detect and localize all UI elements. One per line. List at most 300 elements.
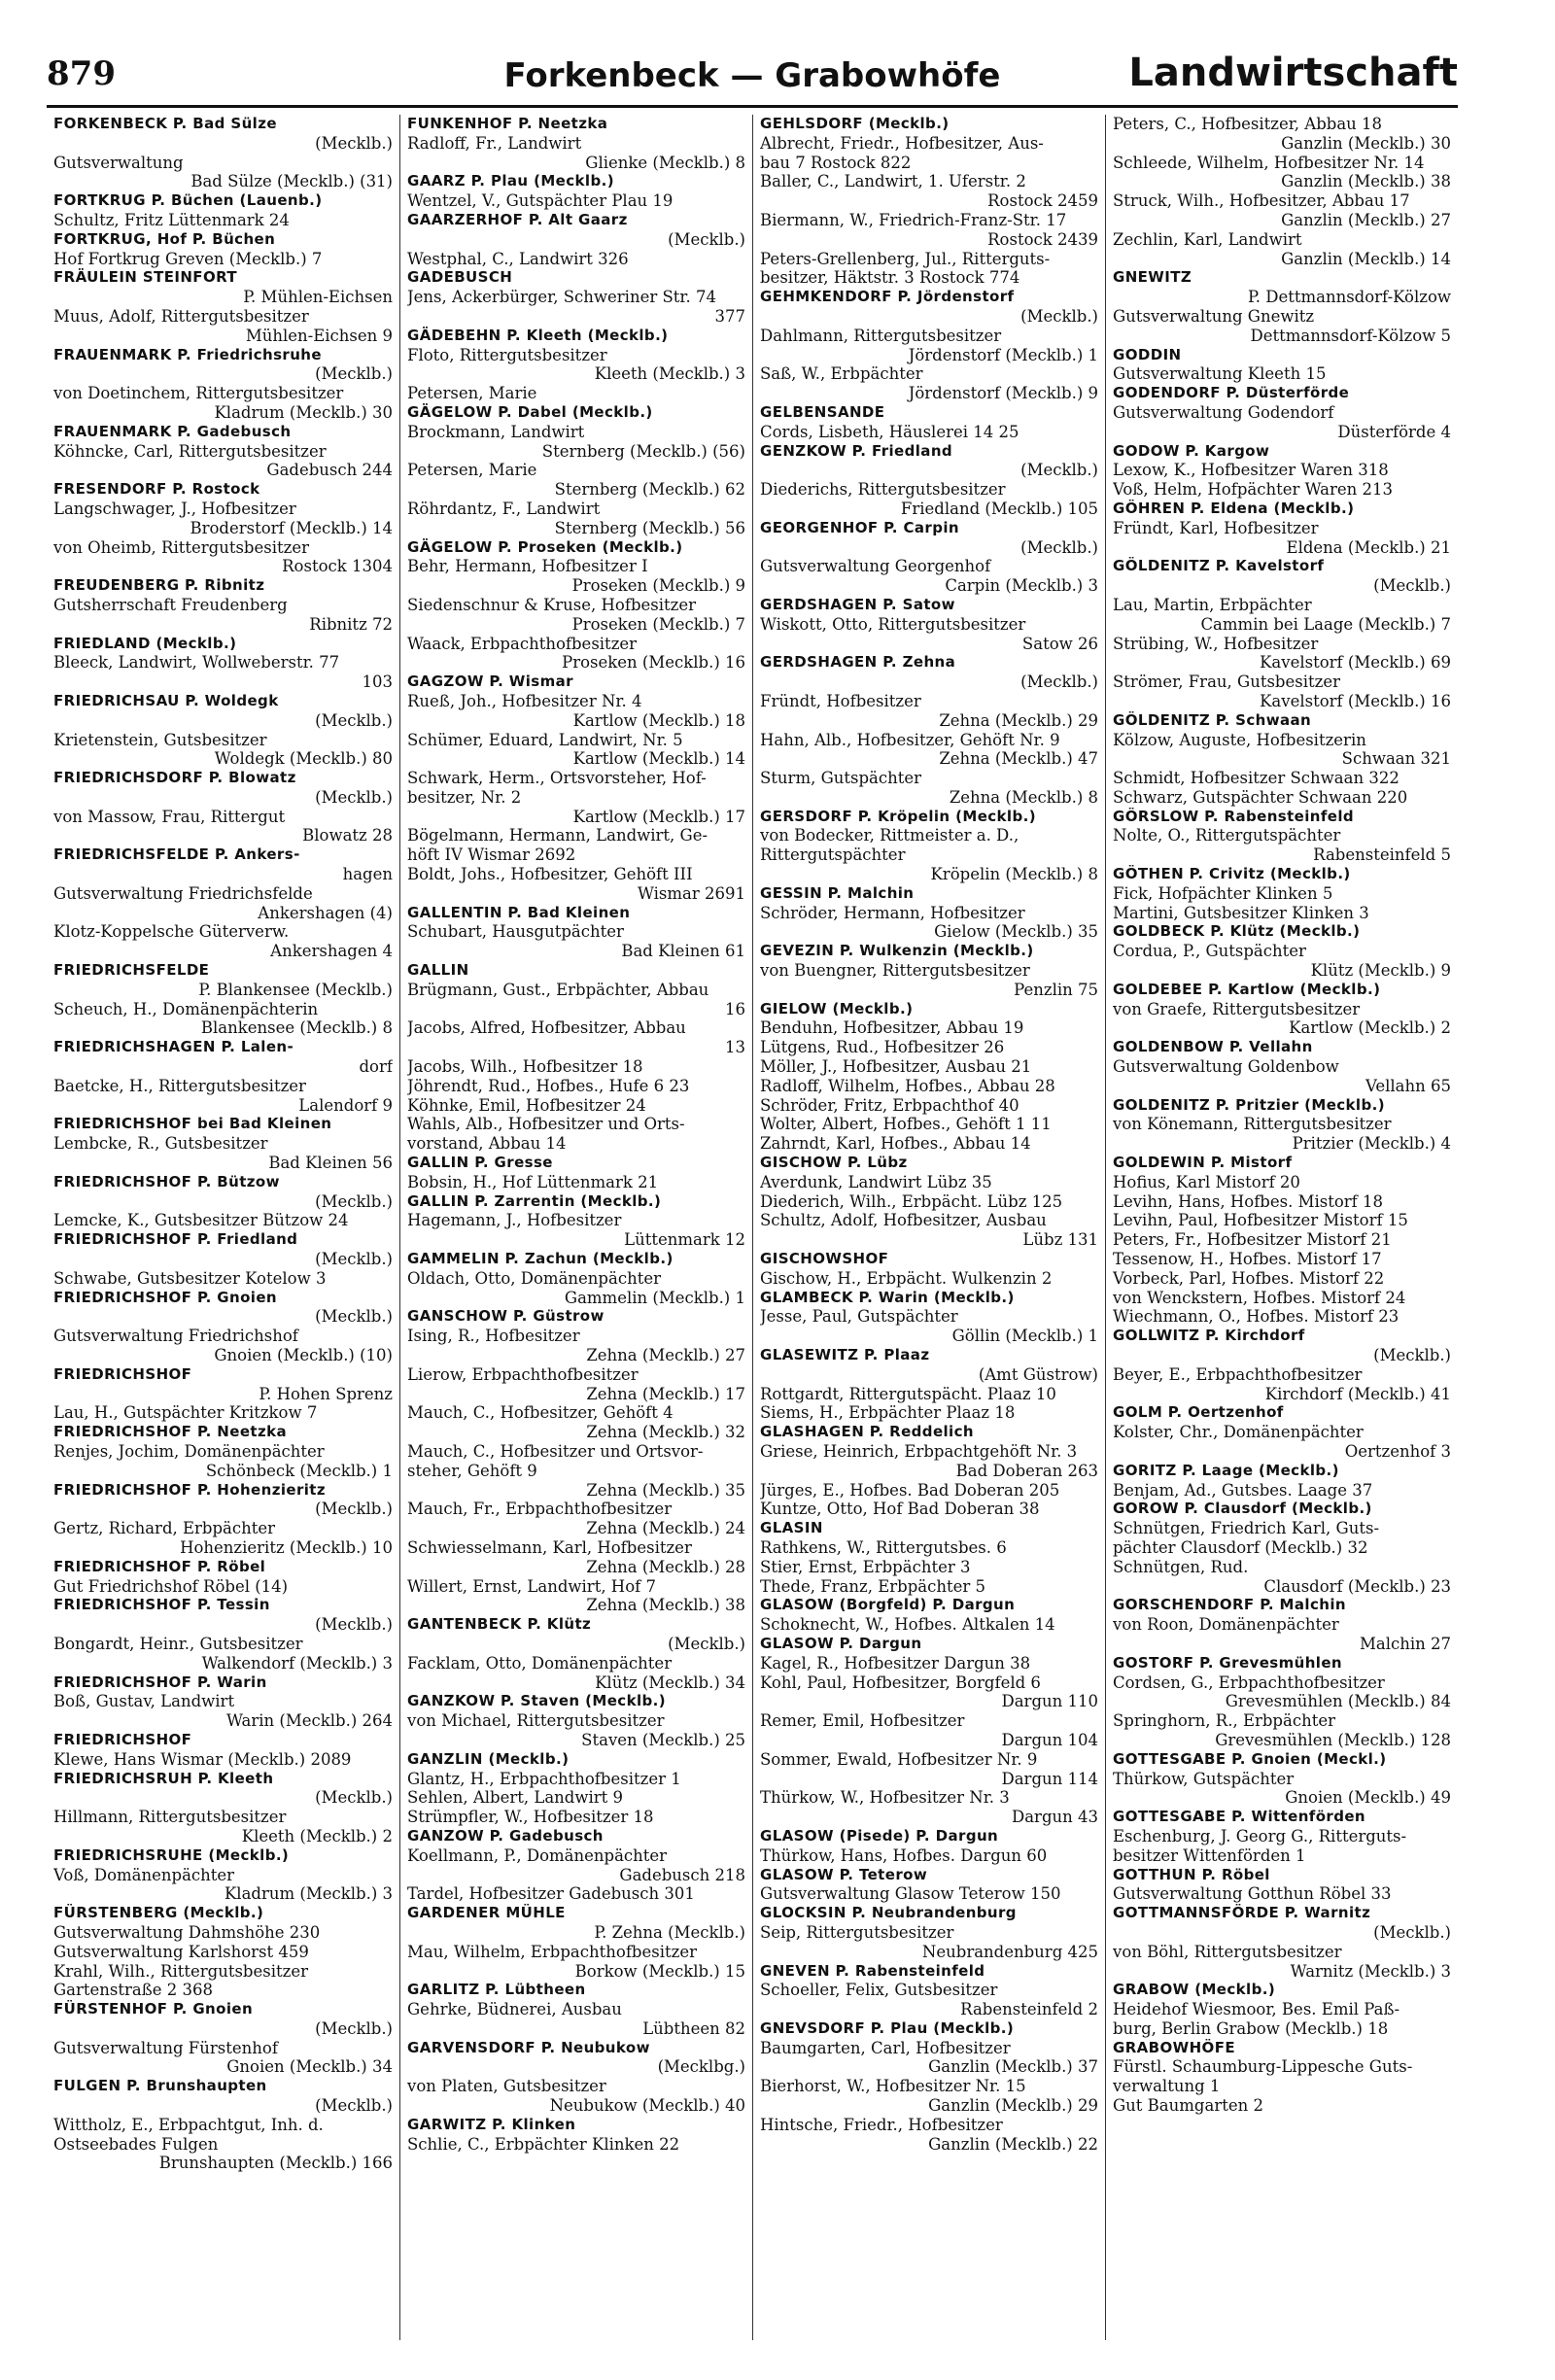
- directory-entry: Zehna (Mecklb.) 38: [586, 1596, 745, 1615]
- directory-entry: Thürkow, Gutspächter: [1113, 1769, 1295, 1788]
- place-heading: GLASOW P. Teterow: [760, 1865, 928, 1883]
- place-heading: GLASEWITZ P. Plaaz: [760, 1346, 930, 1363]
- directory-entry: Koellmann, P., Domänenpächter: [407, 1845, 668, 1865]
- directory-entry: Peters, Fr., Hofbesitzer Mistorf 21: [1113, 1230, 1392, 1250]
- directory-entry: (Mecklb.): [1373, 1346, 1451, 1364]
- directory-entry: Baller, C., Landwirt, 1. Uferstr. 2: [760, 172, 1026, 191]
- directory-entry: Zehna (Mecklb.) 29: [939, 710, 1098, 730]
- directory-entry: Wolter, Albert, Hofbes., Gehöft 1 11: [760, 1115, 1052, 1134]
- directory-entry: Walkendorf (Mecklb.) 3: [201, 1653, 393, 1673]
- directory-entry: Ising, R., Hofbesitzer: [407, 1327, 580, 1346]
- place-heading: FRIEDRICHSAU P. Woldegk: [53, 691, 279, 709]
- directory-entry: Bierhorst, W., Hofbesitzer Nr. 15: [760, 2077, 1026, 2096]
- directory-entry: Seip, Rittergutsbesitzer: [760, 1922, 954, 1942]
- directory-entry: Petersen, Marie: [407, 461, 537, 480]
- place-heading: FORKENBECK P. Bad Sülze: [53, 115, 277, 132]
- directory-entry: Mühlen-Eichsen 9: [245, 326, 393, 345]
- place-heading: GÖLDENITZ P. Schwaan: [1113, 710, 1312, 729]
- directory-entry: vorstand, Abbau 14: [407, 1134, 567, 1154]
- place-heading: GANSCHOW P. Güstrow: [407, 1307, 605, 1326]
- directory-entry: von Massow, Frau, Rittergut: [53, 807, 286, 826]
- directory-entry: Sehlen, Albert, Landwirt 9: [407, 1788, 624, 1808]
- directory-entry: Heidehof Wiesmoor, Bes. Emil Paß-: [1113, 2000, 1400, 2019]
- column-1: [47, 115, 399, 2340]
- place-heading: FRIEDRICHSRUHE (Mecklb.): [53, 1845, 290, 1864]
- directory-entry: Neubukow (Mecklb.) 40: [549, 2096, 745, 2116]
- directory-entry: Kröpelin (Mecklb.) 8: [930, 865, 1098, 884]
- directory-entry: Düsterförde 4: [1337, 422, 1451, 441]
- directory-entry: Gutsverwaltung Dahmshöhe 230: [53, 1922, 321, 1942]
- directory-entry: (Mecklb.): [668, 229, 745, 249]
- directory-entry: Fründt, Karl, Hofbesitzer: [1113, 518, 1319, 537]
- directory-entry: Lübz 131: [1022, 1230, 1098, 1250]
- directory-entry: Petersen, Marie: [407, 384, 537, 403]
- directory-entry: Staven (Mecklb.) 25: [581, 1730, 745, 1749]
- directory-entry: Cordsen, G., Erbpachthofbesitzer: [1113, 1673, 1385, 1692]
- place-heading: FRIEDRICHSHOF P. Neetzka: [53, 1423, 288, 1441]
- directory-entry: Bögelmann, Hermann, Landwirt, Ge-: [407, 826, 708, 845]
- directory-entry: Remer, Emil, Hofbesitzer: [760, 1711, 965, 1731]
- directory-entry: von Doetinchem, Rittergutsbesitzer: [53, 384, 344, 403]
- place-heading: FRIEDRICHSHOF bei Bad Kleinen: [53, 1115, 332, 1133]
- directory-entry: Floto, Rittergutsbesitzer: [407, 345, 607, 364]
- place-heading: GLASIN: [760, 1519, 823, 1537]
- place-heading: GALLENTIN P. Bad Kleinen: [407, 903, 631, 921]
- place-heading: FRIEDRICHSHOF P. Röbel: [53, 1557, 266, 1575]
- directory-entry: Behr, Hermann, Hofbesitzer I: [407, 557, 648, 576]
- directory-entry: Ganzlin (Mecklb.) 29: [928, 2096, 1098, 2116]
- place-heading: GOLDENITZ P. Pritzier (Mecklb.): [1113, 1095, 1385, 1114]
- directory-entry: hagen: [342, 865, 393, 884]
- directory-entry: Vellahn 65: [1365, 1076, 1451, 1095]
- directory-entry: Eldena (Mecklb.) 21: [1286, 537, 1451, 557]
- directory-entry: Baumgarten, Carl, Hofbesitzer: [760, 2038, 1011, 2057]
- place-heading: GALLIN P. Zarrentin (Mecklb.): [407, 1191, 662, 1210]
- directory-entry: (Mecklb.): [315, 787, 393, 807]
- directory-entry: höft IV Wismar 2692: [407, 845, 576, 865]
- directory-entry: Oldach, Otto, Domänenpächter: [407, 1268, 661, 1288]
- directory-entry: Proseken (Mecklb.) 9: [571, 576, 745, 596]
- directory-entry: Jens, Ackerbürger, Schweriner Str. 74: [407, 288, 716, 307]
- directory-entry: Borkow (Mecklb.) 15: [574, 1961, 745, 1981]
- place-heading: GAARZ P. Plau (Mecklb.): [407, 172, 614, 190]
- directory-entry: P. Zehna (Mecklb.): [594, 1922, 745, 1942]
- directory-entry: Voß, Domänenpächter: [53, 1865, 235, 1884]
- directory-columns: [47, 115, 1458, 2340]
- directory-entry: Kölzow, Auguste, Hofbesitzerin: [1113, 730, 1366, 749]
- directory-entry: Gut Baumgarten 2: [1113, 2096, 1263, 2116]
- directory-entry: (Mecklb.): [1373, 1922, 1451, 1942]
- directory-entry: Lexow, K., Hofbesitzer Waren 318: [1113, 461, 1389, 480]
- place-heading: GODOW P. Kargow: [1113, 441, 1270, 460]
- directory-entry: Klütz (Mecklb.) 34: [595, 1673, 745, 1692]
- place-heading: FUNKENHOF P. Neetzka: [407, 115, 608, 132]
- directory-entry: Tardel, Hofbesitzer Gadebusch 301: [407, 1884, 695, 1904]
- directory-entry: Gutsverwaltung Godendorf: [1113, 402, 1334, 422]
- directory-entry: von Oheimb, Rittergutsbesitzer: [53, 537, 309, 557]
- directory-entry: Glantz, H., Erbpachthofbesitzer 1: [407, 1769, 681, 1788]
- directory-entry: Boß, Gustav, Landwirt: [53, 1692, 235, 1711]
- place-heading: FRIEDRICHSHOF: [53, 1730, 192, 1748]
- place-heading: GODDIN: [1113, 345, 1182, 363]
- directory-entry: Struck, Wilh., Hofbesitzer, Abbau 17: [1113, 191, 1410, 211]
- directory-entry: Scheuch, H., Domänenpächterin: [53, 999, 319, 1018]
- directory-entry: Strömer, Frau, Gutsbesitzer: [1113, 673, 1340, 692]
- place-heading: GORSCHENDORF P. Malchin: [1113, 1596, 1346, 1614]
- place-heading: GORITZ P. Laage (Mecklb.): [1113, 1461, 1339, 1479]
- place-heading: GOLM P. Oertzenhof: [1113, 1403, 1284, 1422]
- directory-entry: Peters-Grellenberg, Jul., Ritterguts-: [760, 249, 1051, 268]
- directory-entry: P. Blankensee (Mecklb.): [198, 980, 393, 999]
- directory-entry: Brunshaupten (Mecklb.) 166: [158, 2154, 393, 2173]
- directory-entry: Thede, Franz, Erbpächter 5: [760, 1576, 985, 1596]
- place-heading: GENZKOW P. Friedland: [760, 441, 953, 460]
- directory-entry: (Mecklbg.): [657, 2057, 745, 2077]
- directory-entry: Martini, Gutsbesitzer Klinken 3: [1113, 903, 1369, 922]
- directory-entry: Westphal, C., Landwirt 326: [407, 249, 629, 268]
- directory-entry: Rostock 2459: [987, 191, 1098, 211]
- directory-entry: Kohl, Paul, Hofbesitzer, Borgfeld 6: [760, 1673, 1041, 1692]
- directory-entry: Ankershagen 4: [270, 942, 393, 961]
- place-heading: GEORGENHOF P. Carpin: [760, 518, 959, 536]
- directory-entry: P. Mühlen-Eichsen: [243, 288, 393, 307]
- directory-entry: von Michael, Rittergutsbesitzer: [407, 1711, 665, 1731]
- directory-entry: Pritzier (Mecklb.) 4: [1292, 1134, 1451, 1154]
- directory-entry: Lemcke, K., Gutsbesitzer Bützow 24: [53, 1211, 349, 1230]
- directory-entry: Baetcke, H., Rittergutsbesitzer: [53, 1076, 306, 1095]
- directory-entry: Nolte, O., Rittergutspächter: [1113, 826, 1341, 845]
- directory-entry: Zehna (Mecklb.) 47: [939, 749, 1098, 769]
- directory-entry: Ganzlin (Mecklb.) 37: [928, 2057, 1098, 2077]
- directory-entry: Zehna (Mecklb.) 17: [586, 1384, 745, 1403]
- place-heading: GEVEZIN P. Wulkenzin (Mecklb.): [760, 942, 1034, 960]
- directory-entry: Thürkow, Hans, Hofbes. Dargun 60: [760, 1845, 1048, 1865]
- place-heading: GÖHREN P. Eldena (Mecklb.): [1113, 499, 1355, 517]
- directory-entry: Strübing, W., Hofbesitzer: [1113, 634, 1319, 653]
- directory-entry: besitzer Wittenförden 1: [1113, 1845, 1306, 1865]
- directory-entry: Köhnke, Emil, Hofbesitzer 24: [407, 1095, 646, 1115]
- directory-entry: Sturm, Gutspächter: [760, 769, 922, 788]
- directory-entry: bau 7 Rostock 822: [760, 153, 912, 172]
- directory-entry: (Mecklb.): [315, 1250, 393, 1269]
- directory-entry: Krahl, Wilh., Rittergutsbesitzer: [53, 1961, 308, 1981]
- directory-entry: Griese, Heinrich, Erbpachtgehöft Nr. 3: [760, 1441, 1078, 1461]
- directory-entry: Gammelin (Mecklb.) 1: [564, 1288, 745, 1307]
- directory-entry: Schümer, Eduard, Landwirt, Nr. 5: [407, 730, 683, 749]
- directory-entry: Zahrndt, Karl, Hofbes., Abbau 14: [760, 1134, 1031, 1154]
- directory-entry: Zehna (Mecklb.) 32: [586, 1423, 745, 1442]
- directory-entry: (Mecklb.): [315, 1788, 393, 1808]
- directory-entry: (Mecklb.): [315, 1615, 393, 1635]
- directory-entry: Mau, Wilhelm, Erbpachthofbesitzer: [407, 1942, 697, 1961]
- place-heading: GÖLDENITZ P. Kavelstorf: [1113, 557, 1325, 575]
- directory-entry: Beyer, E., Erbpachthofbesitzer: [1113, 1364, 1363, 1384]
- directory-entry: (Mecklb.): [315, 1307, 393, 1327]
- place-heading: FRIEDRICHSHOF P. Bützow: [53, 1172, 280, 1190]
- directory-entry: Bongardt, Heinr., Gutsbesitzer: [53, 1634, 303, 1653]
- directory-entry: Malchin 27: [1359, 1634, 1451, 1653]
- directory-entry: Ganzlin (Mecklb.) 27: [1281, 210, 1451, 229]
- directory-entry: Jöhrendt, Rud., Hofbes., Hufe 6 23: [407, 1076, 690, 1095]
- directory-entry: Ganzlin (Mecklb.) 14: [1281, 249, 1451, 268]
- place-heading: GANZLIN (Mecklb.): [407, 1749, 570, 1768]
- directory-entry: Schoeller, Felix, Gutsbesitzer: [760, 1981, 998, 2000]
- directory-entry: Sternberg (Mecklb.) 56: [554, 518, 745, 537]
- directory-entry: Bad Kleinen 56: [268, 1154, 393, 1173]
- directory-entry: Sommer, Ewald, Hofbesitzer Nr. 9: [760, 1749, 1038, 1769]
- directory-entry: Gadebusch 244: [266, 461, 393, 480]
- directory-entry: Ganzlin (Mecklb.) 30: [1281, 133, 1451, 153]
- directory-entry: (Mecklb.): [315, 133, 393, 153]
- directory-entry: (Mecklb.): [315, 710, 393, 730]
- directory-entry: Klewe, Hans Wismar (Mecklb.) 2089: [53, 1749, 352, 1769]
- place-heading: GNEVSDORF P. Plau (Mecklb.): [760, 2018, 1015, 2037]
- directory-entry: Oertzenhof 3: [1344, 1441, 1451, 1461]
- directory-entry: Ostseebades Fulgen: [53, 2134, 219, 2154]
- directory-entry: Lau, H., Gutspächter Kritzkow 7: [53, 1403, 318, 1423]
- directory-entry: Strümpfler, W., Hofbesitzer 18: [407, 1808, 654, 1827]
- directory-entry: Zehna (Mecklb.) 8: [949, 787, 1098, 807]
- directory-entry: Brockmann, Landwirt: [407, 422, 585, 441]
- directory-entry: Rostock 2439: [987, 229, 1098, 249]
- place-heading: GÄGELOW P. Dabel (Mecklb.): [407, 402, 653, 421]
- directory-entry: Boldt, Johs., Hofbesitzer, Gehöft III: [407, 865, 693, 884]
- place-heading: GLASOW (Pisede) P. Dargun: [760, 1826, 999, 1845]
- directory-entry: Rostock 1304: [282, 557, 393, 576]
- directory-entry: Jesse, Paul, Gutspächter: [760, 1307, 958, 1327]
- directory-entry: Carpin (Mecklb.) 3: [945, 576, 1098, 596]
- directory-entry: (Mecklb.): [315, 2096, 393, 2116]
- directory-entry: Gehrke, Büdnerei, Ausbau: [407, 2000, 622, 2019]
- directory-entry: Gutsverwaltung Karlshorst 459: [53, 1942, 309, 1961]
- directory-entry: Bad Kleinen 61: [621, 942, 745, 961]
- place-heading: GOTTESGABE P. Wittenförden: [1113, 1808, 1366, 1826]
- directory-entry: Hofius, Karl Mistorf 20: [1113, 1172, 1300, 1191]
- directory-entry: Köhncke, Carl, Rittergutsbesitzer: [53, 441, 327, 461]
- place-heading: GAGZOW P. Wismar: [407, 673, 573, 691]
- place-heading: GARWITZ P. Klinken: [407, 2115, 576, 2133]
- directory-entry: Eschenburg, J. Georg G., Ritterguts-: [1113, 1826, 1407, 1845]
- directory-entry: Möller, J., Hofbesitzer, Ausbau 21: [760, 1057, 1032, 1077]
- directory-entry: (Mecklb.): [1020, 673, 1098, 692]
- column-3: [752, 115, 1105, 2340]
- directory-entry: (Mecklb.): [668, 1634, 745, 1653]
- directory-entry: Schoknecht, W., Hofbes. Altkalen 14: [760, 1615, 1055, 1635]
- directory-entry: Gutsverwaltung Georgenhof: [760, 557, 991, 576]
- directory-entry: Kavelstorf (Mecklb.) 16: [1260, 691, 1451, 710]
- directory-entry: Diederich, Wilh., Erbpächt. Lübz 125: [760, 1191, 1063, 1211]
- place-heading: FULGEN P. Brunshaupten: [53, 2077, 267, 2095]
- place-heading: GANZKOW P. Staven (Mecklb.): [407, 1692, 666, 1710]
- directory-entry: Kartlow (Mecklb.) 18: [572, 710, 745, 730]
- directory-entry: Biermann, W., Friedrich-Franz-Str. 17: [760, 210, 1067, 229]
- directory-entry: Kuntze, Otto, Hof Bad Doberan 38: [760, 1500, 1040, 1519]
- directory-entry: Neubrandenburg 425: [921, 1942, 1098, 1961]
- place-heading: GARLITZ P. Lübtheen: [407, 1981, 586, 1999]
- directory-entry: Stier, Ernst, Erbpächter 3: [760, 1557, 971, 1576]
- directory-entry: Klotz-Koppelsche Güterverw.: [53, 922, 290, 942]
- directory-entry: Kirchdorf (Mecklb.) 41: [1264, 1384, 1451, 1403]
- place-heading: FRESENDORF P. Rostock: [53, 480, 260, 499]
- directory-entry: Schröder, Hermann, Hofbesitzer: [760, 903, 1025, 922]
- place-heading: GLOCKSIN P. Neubrandenburg: [760, 1904, 1017, 1922]
- place-heading: FRIEDRICHSHOF: [53, 1364, 192, 1383]
- directory-entry: Schwiesselmann, Karl, Hofbesitzer: [407, 1537, 692, 1557]
- directory-entry: Schwarz, Gutspächter Schwaan 220: [1113, 787, 1408, 807]
- directory-entry: Gischow, H., Erbpächt. Wulkenzin 2: [760, 1268, 1053, 1288]
- directory-entry: Schubart, Hausgutpächter: [407, 922, 624, 942]
- directory-entry: Muus, Adolf, Rittergutsbesitzer: [53, 306, 309, 326]
- place-heading: GOTTMANNSFÖRDE P. Warnitz: [1113, 1904, 1371, 1922]
- directory-entry: Gutsverwaltung Kleeth 15: [1113, 364, 1327, 384]
- directory-entry: Radloff, Fr., Landwirt: [407, 133, 582, 153]
- place-heading: FRIEDRICHSDORF P. Blowatz: [53, 769, 296, 787]
- directory-entry: Benjam, Ad., Gutsbes. Laage 37: [1113, 1480, 1373, 1500]
- page-title: Forkenbeck — Grabowhöfe: [503, 56, 1001, 95]
- directory-entry: Dettmannsdorf-Kölzow 5: [1250, 326, 1451, 345]
- directory-entry: Facklam, Otto, Domänenpächter: [407, 1653, 673, 1673]
- directory-entry: Röhrdantz, F., Landwirt: [407, 499, 601, 518]
- place-heading: FRIEDRICHSHOF P. Hohenzieritz: [53, 1480, 326, 1499]
- place-heading: GODENDORF P. Düsterförde: [1113, 384, 1350, 402]
- directory-entry: von Buengner, Rittergutsbesitzer: [760, 961, 1030, 981]
- directory-entry: Friedland (Mecklb.) 105: [900, 499, 1098, 518]
- directory-entry: Rueß, Joh., Hofbesitzer Nr. 4: [407, 691, 642, 710]
- place-heading: GANTENBECK P. Klütz: [407, 1615, 592, 1634]
- directory-entry: Schwaan 321: [1341, 749, 1451, 769]
- place-heading: GLASHAGEN P. Reddelich: [760, 1423, 974, 1441]
- directory-entry: (Mecklb.): [315, 364, 393, 384]
- place-heading: FRIEDRICHSHAGEN P. Lalen-: [53, 1038, 294, 1056]
- directory-entry: Schlie, C., Erbpächter Klinken 22: [407, 2134, 680, 2154]
- place-heading: GLASOW (Borgfeld) P. Dargun: [760, 1596, 1016, 1614]
- place-heading: FRIEDRICHSHOF P. Warin: [53, 1673, 267, 1691]
- directory-entry: Kladrum (Mecklb.) 3: [224, 1884, 393, 1904]
- directory-entry: Bobsin, H., Hof Lüttenmark 21: [407, 1172, 659, 1191]
- directory-entry: Göllin (Mecklb.) 1: [951, 1327, 1098, 1346]
- place-heading: FORTKRUG P. Büchen (Lauenb.): [53, 191, 323, 210]
- directory-entry: Radloff, Wilhelm, Hofbes., Abbau 28: [760, 1076, 1055, 1095]
- directory-entry: Mauch, C., Hofbesitzer, Gehöft 4: [407, 1403, 674, 1423]
- directory-entry: besitzer, Nr. 2: [407, 787, 522, 807]
- directory-entry: Kartlow (Mecklb.) 17: [572, 807, 745, 826]
- place-heading: GÄGELOW P. Proseken (Mecklb.): [407, 537, 683, 556]
- directory-entry: Ganzlin (Mecklb.) 38: [1281, 172, 1451, 191]
- directory-entry: Satow 26: [1021, 634, 1098, 653]
- directory-entry: Siedenschnur & Kruse, Hofbesitzer: [407, 595, 696, 614]
- directory-entry: Kolster, Chr., Domänenpächter: [1113, 1423, 1364, 1442]
- directory-entry: Schleede, Wilhelm, Hofbesitzer Nr. 14: [1113, 153, 1425, 172]
- directory-entry: Schultz, Adolf, Hofbesitzer, Ausbau: [760, 1211, 1047, 1230]
- directory-entry: (Mecklb.): [1020, 461, 1098, 480]
- directory-entry: von Böhl, Rittergutsbesitzer: [1113, 1942, 1342, 1961]
- place-heading: FÜRSTENHOF P. Gnoien: [53, 2000, 254, 2018]
- directory-entry: Waack, Erbpachthofbesitzer: [407, 634, 638, 653]
- directory-entry: Klütz (Mecklb.) 9: [1310, 961, 1451, 981]
- directory-entry: 16: [725, 999, 745, 1018]
- directory-entry: Ganzlin (Mecklb.) 22: [928, 2134, 1098, 2154]
- place-heading: FORTKRUG, Hof P. Büchen: [53, 229, 276, 248]
- directory-entry: Bleeck, Landwirt, Wollweberstr. 77: [53, 653, 340, 673]
- directory-entry: Ribnitz 72: [309, 614, 393, 634]
- directory-entry: Fründt, Hofbesitzer: [760, 691, 921, 710]
- directory-entry: Hillmann, Rittergutsbesitzer: [53, 1808, 287, 1827]
- directory-entry: von Roon, Domänenpächter: [1113, 1615, 1339, 1635]
- directory-entry: Dargun 43: [1011, 1808, 1098, 1827]
- place-heading: GRABOW (Mecklb.): [1113, 1981, 1276, 1999]
- directory-entry: Peters, C., Hofbesitzer, Abbau 18: [1113, 115, 1383, 133]
- directory-entry: Penzlin 75: [1014, 980, 1098, 999]
- directory-entry: Gutsverwaltung: [53, 153, 184, 172]
- place-heading: FRIEDRICHSHOF P. Tessin: [53, 1596, 270, 1614]
- directory-entry: Mauch, Fr., Erbpachthofbesitzer: [407, 1500, 673, 1519]
- directory-entry: Lalendorf 9: [298, 1095, 393, 1115]
- directory-entry: Schröder, Fritz, Erbpachthof 40: [760, 1095, 1019, 1115]
- place-heading: GISCHOWSHOF: [760, 1250, 889, 1268]
- place-heading: GOTTESGABE P. Gnoien (Meckl.): [1113, 1749, 1387, 1768]
- directory-entry: Thürkow, W., Hofbesitzer Nr. 3: [760, 1788, 1010, 1808]
- directory-entry: Clausdorf (Mecklb.) 23: [1263, 1576, 1451, 1596]
- directory-entry: Cordua, P., Gutspächter: [1113, 942, 1306, 961]
- place-heading: GÄDEBEHN P. Kleeth (Mecklb.): [407, 326, 669, 344]
- place-heading: GOLDBECK P. Klütz (Mecklb.): [1113, 922, 1361, 941]
- directory-entry: Tessenow, H., Hofbes. Mistorf 17: [1113, 1250, 1382, 1269]
- directory-entry: Levihn, Paul, Hofbesitzer Mistorf 15: [1113, 1211, 1408, 1230]
- directory-entry: Levihn, Hans, Hofbes. Mistorf 18: [1113, 1191, 1384, 1211]
- directory-entry: verwaltung 1: [1113, 2077, 1221, 2096]
- directory-entry: Fick, Hofpächter Klinken 5: [1113, 883, 1333, 903]
- directory-entry: pächter Clausdorf (Mecklb.) 32: [1113, 1537, 1368, 1557]
- directory-entry: Hagemann, J., Hofbesitzer: [407, 1211, 622, 1230]
- directory-entry: Rabensteinfeld 5: [1313, 845, 1451, 865]
- place-heading: GÖTHEN P. Crivitz (Mecklb.): [1113, 865, 1351, 883]
- directory-entry: Gnoien (Mecklb.) 49: [1285, 1788, 1451, 1808]
- directory-entry: Zehna (Mecklb.) 35: [586, 1480, 745, 1500]
- place-heading: GELBENSANDE: [760, 402, 885, 421]
- directory-entry: Jacobs, Alfred, Hofbesitzer, Abbau: [407, 1018, 686, 1038]
- directory-entry: Dargun 104: [1001, 1730, 1098, 1749]
- directory-entry: Bad Sülze (Mecklb.) (31): [190, 172, 393, 191]
- place-heading: GESSIN P. Malchin: [760, 883, 915, 902]
- place-heading: GALLIN P. Gresse: [407, 1154, 553, 1172]
- place-heading: GOLLWITZ P. Kirchdorf: [1113, 1327, 1305, 1345]
- directory-entry: Proseken (Mecklb.) 7: [571, 614, 745, 634]
- directory-entry: Schnütgen, Friedrich Karl, Guts-: [1113, 1519, 1380, 1538]
- directory-entry: Kartlow (Mecklb.) 2: [1289, 1018, 1451, 1038]
- place-heading: GÖRSLOW P. Rabensteinfeld: [1113, 807, 1355, 825]
- place-heading: GADEBUSCH: [407, 268, 513, 287]
- place-heading: GAARZERHOF P. Alt Gaarz: [407, 210, 628, 228]
- directory-entry: Jürges, E., Hofbes. Bad Doberan 205: [760, 1480, 1060, 1500]
- directory-entry: Lierow, Erbpachthofbesitzer: [407, 1364, 639, 1384]
- directory-entry: (Mecklb.): [315, 1191, 393, 1211]
- place-heading: FRIEDRICHSHOF P. Gnoien: [53, 1288, 277, 1306]
- directory-entry: Dargun 114: [1001, 1769, 1098, 1788]
- directory-entry: Rittergutspächter: [760, 845, 906, 865]
- place-heading: FÜRSTENBERG (Mecklb.): [53, 1904, 264, 1922]
- section-title: Landwirtschaft: [1128, 51, 1458, 95]
- directory-entry: Lütgens, Rud., Hofbesitzer 26: [760, 1038, 1005, 1057]
- place-heading: GANZOW P. Gadebusch: [407, 1826, 604, 1845]
- directory-entry: Zehna (Mecklb.) 24: [586, 1519, 745, 1538]
- directory-entry: Kleeth (Mecklb.) 2: [241, 1826, 393, 1845]
- place-heading: FRIEDRICHSFELDE: [53, 961, 210, 980]
- place-heading: GLASOW P. Dargun: [760, 1634, 922, 1652]
- directory-entry: Bad Doberan 263: [955, 1461, 1098, 1480]
- directory-entry: (Mecklb.): [1020, 537, 1098, 557]
- directory-entry: (Mecklb.): [315, 2018, 393, 2038]
- directory-entry: Gnoien (Mecklb.) 34: [226, 2057, 393, 2077]
